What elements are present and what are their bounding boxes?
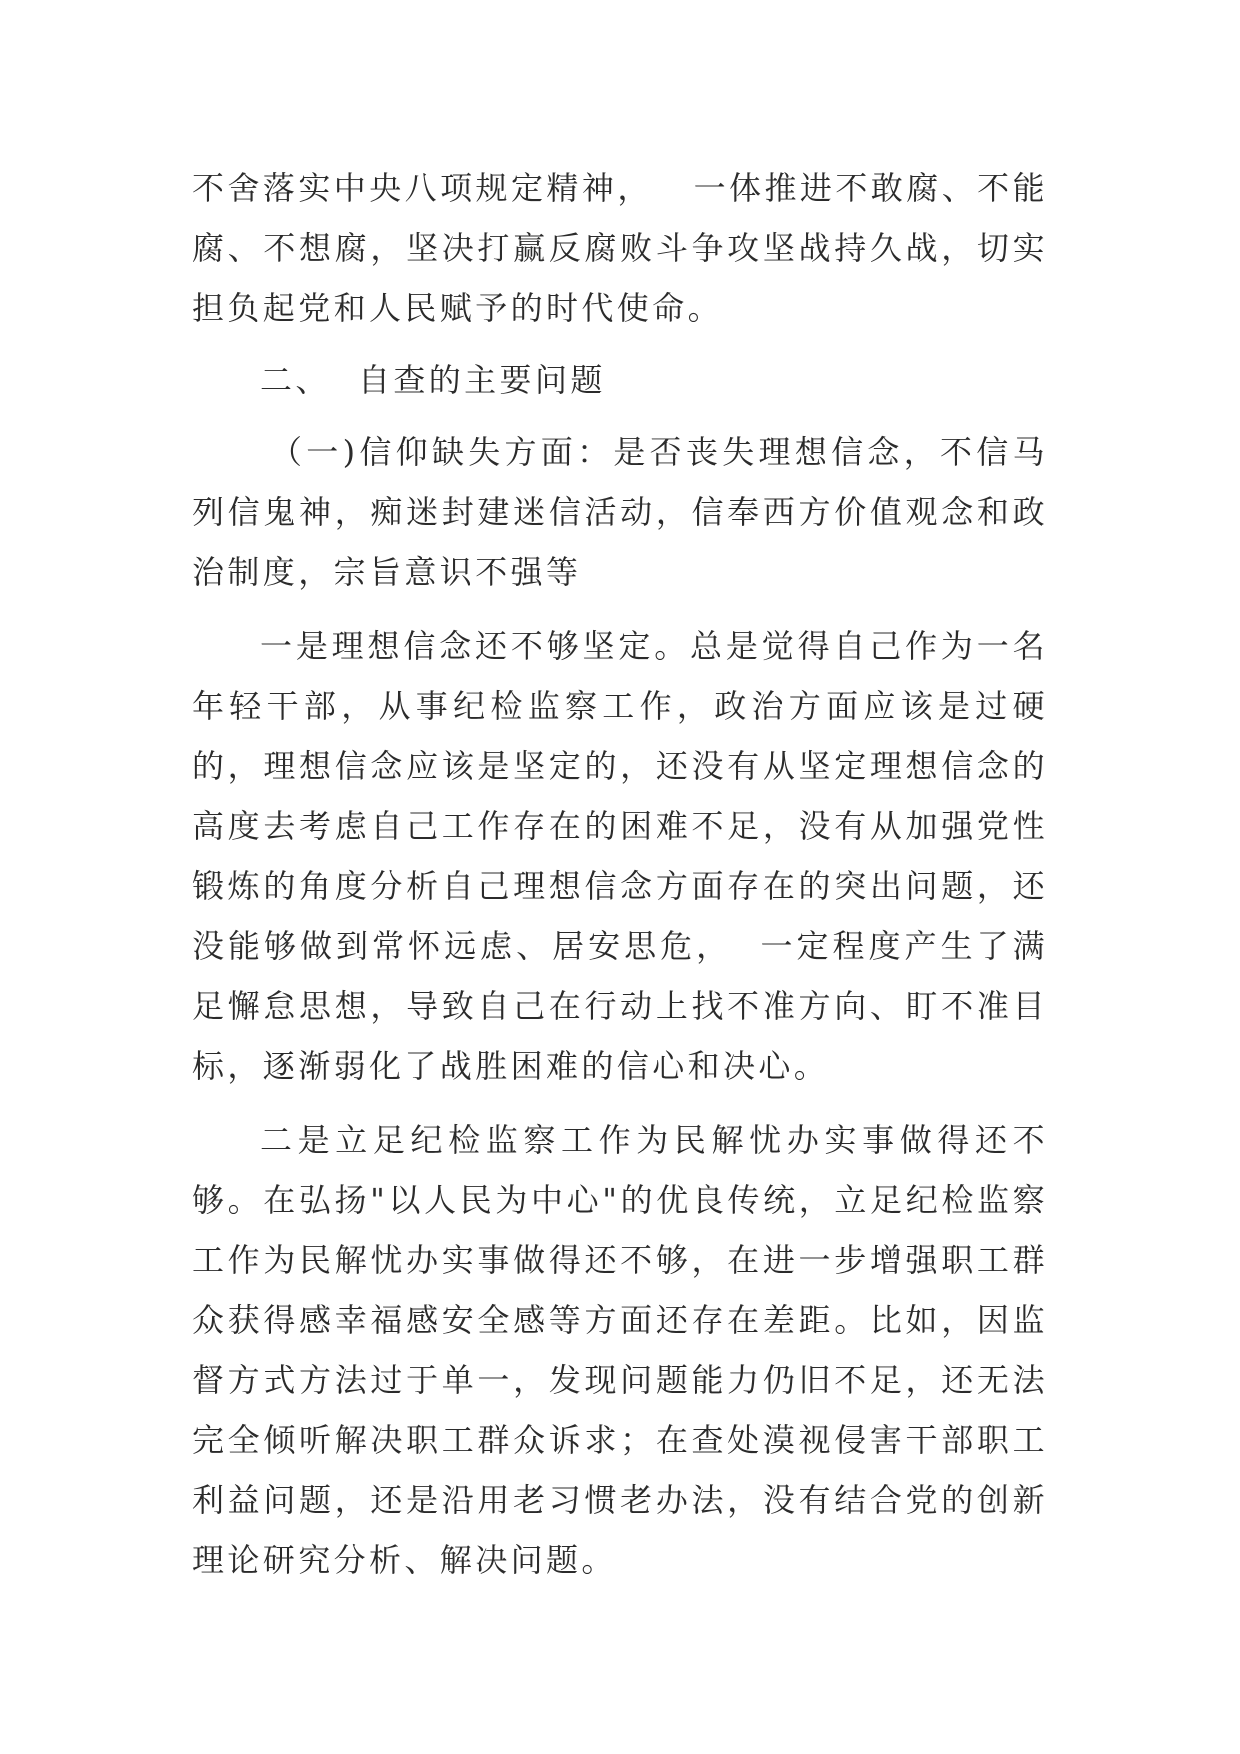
paragraph-continuation: 不舍落实中央八项规定精神， 一体推进不敢腐、不能腐、不想腐，坚决打赢反腐败斗争攻坚战持久战，切实担负起党和人民赋予的时代使命。 bbox=[192, 169, 1048, 327]
subsection-heading: （一)信仰缺失方面：是否丧失理想信念，不信马列信鬼神，痴迷封建迷信活动，信奉西方价值观念和政治制度，宗旨意识不强等 bbox=[192, 433, 1048, 591]
document-body bbox=[192, 158, 1048, 1590]
paragraph-ideals: 一是理想信念还不够坚定。总是觉得自己作为一名年轻干部，从事纪检监察工作，政治方面应该是过硬的，理想信念应该是坚定的，还没有从坚定理想信念的高度去考虑自己工作存在的困难不足，没有从加强党性锻炼的角度分析自己理想信念方面存在的突出问题，还没能够做到常怀远虑、居安思危， 一定程度产生了满足懈怠思想，导致自己在行动上找不准方向、盯不准目标，逐渐弱化了战胜困难的信心和决心。 bbox=[192, 627, 1048, 1085]
paragraph-service: 二是立足纪检监察工作为民解忧办实事做得还不够。在弘扬"以人民为中心"的优良传统，立足纪检监察工作为民解忧办实事做得还不够，在进一步增强职工群众获得感幸福感安全感等方面还存在差距。比如，因监督方式方法过于单一，发现问题能力仍旧不足，还无法完全倾听解决职工群众诉求；在查处漠视侵害干部职工利益问题，还是沿用老习惯老办法，没有结合党的创新理论研究分析、解决问题。 bbox=[192, 1121, 1048, 1579]
section-heading: 二、 自查的主要问题 bbox=[260, 361, 606, 399]
